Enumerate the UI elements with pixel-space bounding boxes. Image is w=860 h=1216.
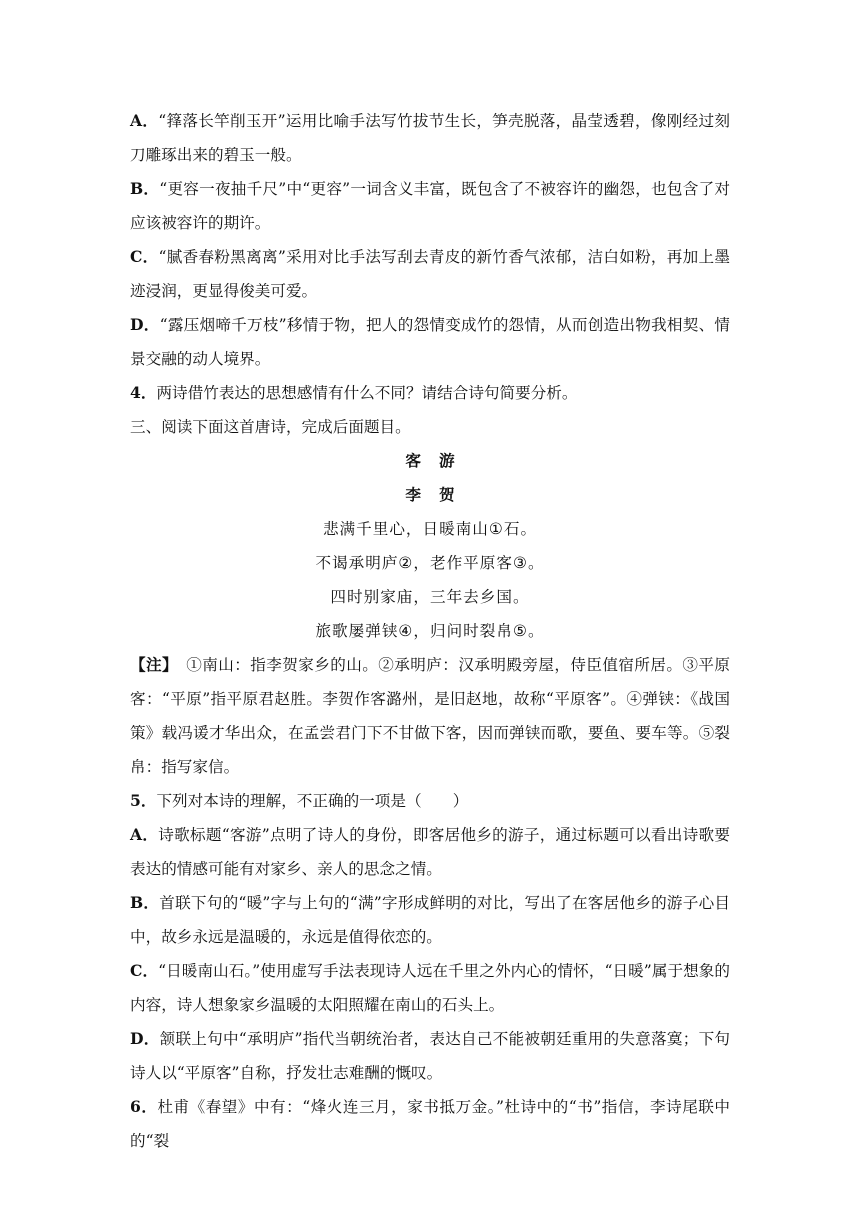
question-number: 4． xyxy=(130,383,157,402)
poem-title: 客游 xyxy=(405,452,473,470)
option-text: “腻香春粉黑离离”采用对比手法写刮去青皮的新竹香气浓郁，洁白如粉，再加上墨迹浸润，更显得俊美可爱。 xyxy=(130,248,730,300)
option-text: “箨落长竿削玉开”运用比喻手法写竹拔节生长，笋壳脱落，晶莹透碧，像刚经过刻刀雕琢出来的碧玉一般。 xyxy=(130,112,730,164)
poem-line: 不谒承明庐②，老作平原客③。 xyxy=(315,554,545,572)
option-letter: B． xyxy=(130,893,160,912)
option-a-q3 xyxy=(130,104,730,172)
poem-line: 悲满千里心，日暖南山①石。 xyxy=(322,520,538,538)
option-letter: D． xyxy=(130,1029,160,1048)
option-d-q3 xyxy=(130,308,730,376)
option-c-q3 xyxy=(130,240,730,308)
poem-author: 李贺 xyxy=(405,486,473,504)
option-text: “更容一夜抽千尺”中“更容”一词含义丰富，既包含了不被容许的幽怨，也包含了对应该被容许的期许。 xyxy=(130,180,730,232)
option-d-q5 xyxy=(130,1022,730,1090)
option-text: “露压烟啼千万枝”移情于物，把人的怨情变成竹的怨情，从而创造出物我相契、情景交融的动人境界。 xyxy=(130,316,730,368)
question-text: 下列对本诗的理解，不正确的一项是（ ） xyxy=(156,792,469,810)
option-letter: B． xyxy=(130,179,160,198)
note-text: ①南山：指李贺家乡的山。②承明庐：汉承明殿旁屋，侍臣值宿所居。③平原客：“平原”指平原君赵胜。李贺作客潞州，是旧赵地，故称“平原客”。④弹铗：《战国策》载冯谖才华出众，在孟尝君门下不甘做下客，因而弹铗而歌，要鱼、要车等。⑤裂帛：指写家信。 xyxy=(130,656,730,776)
option-text: 首联下句的“暖”字与上句的“满”字形成鲜明的对比，写出了在客居他乡的游子心目中，故乡永远是温暖的，永远是值得依恋的。 xyxy=(130,894,730,946)
option-c-q5 xyxy=(130,954,730,1022)
poem-line: 四时别家庙，三年去乡国。 xyxy=(330,588,530,606)
option-b-q5 xyxy=(130,886,730,954)
question-number: 5． xyxy=(130,791,157,810)
note-tag: 【注】 xyxy=(130,655,171,674)
option-letter: A． xyxy=(130,825,159,844)
question-6 xyxy=(130,1090,730,1158)
option-letter: C． xyxy=(130,247,159,266)
question-5 xyxy=(130,784,730,818)
section-3-heading: 三、阅读下面这首唐诗，完成后面题目。 xyxy=(130,418,411,436)
option-text: “日暖南山石。”使用虚写手法表现诗人远在千里之外内心的情怀，“日暖”属于想象的内容，诗人想象家乡温暖的太阳照耀在南山的石头上。 xyxy=(130,962,730,1014)
option-letter: A． xyxy=(130,111,159,130)
option-letter: C． xyxy=(130,961,159,980)
question-4 xyxy=(130,376,730,410)
question-number: 6． xyxy=(130,1097,158,1116)
question-text: 两诗借竹表达的思想感情有什么不同？请结合诗句简要分析。 xyxy=(156,384,578,402)
option-text: 诗歌标题“客游”点明了诗人的身份，即客居他乡的游子，通过标题可以看出诗歌要表达的情感可能有对家乡、亲人的思念之情。 xyxy=(130,826,730,878)
option-letter: D． xyxy=(130,315,160,334)
document-content xyxy=(130,104,730,1158)
poem-note xyxy=(130,648,730,784)
option-a-q5 xyxy=(130,818,730,886)
question-text: 杜甫《春望》中有：“烽火连三月，家书抵万金。”杜诗中的“书”指信，李诗尾联中的“裂 xyxy=(130,1098,730,1150)
option-b-q3 xyxy=(130,172,730,240)
poem-line: 旅歌屡弹铗④，归问时裂帛⑤。 xyxy=(315,622,545,640)
option-text: 颔联上句中“承明庐”指代当朝统治者，表达自己不能被朝廷重用的失意落寞；下句诗人以“平原客”自称，抒发壮志难酬的慨叹。 xyxy=(130,1030,730,1082)
